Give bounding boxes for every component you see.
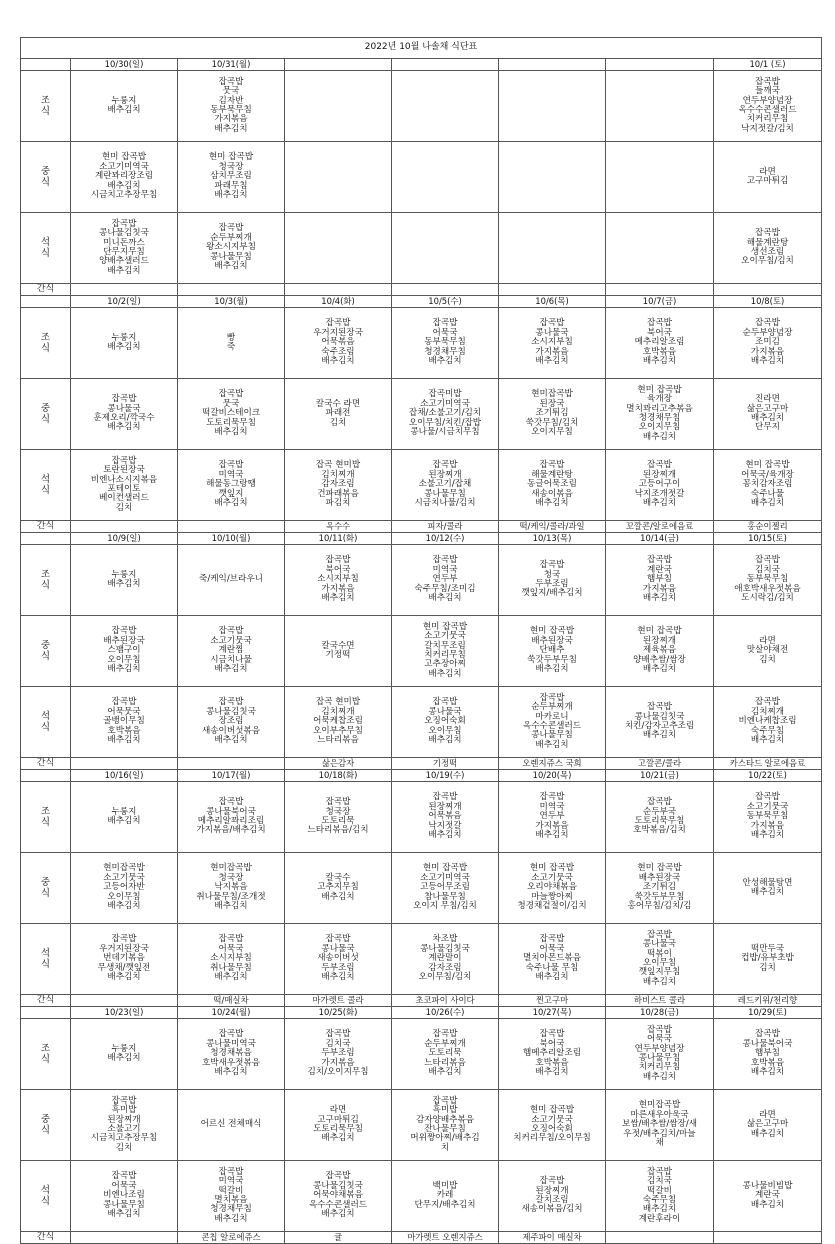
dinner-menu-cell: 잡곡밥 어묵국 멸치아몬드볶음 숙주나물 무침 배추김치 [499,924,606,995]
dinner-menu-cell: 잡곡밥 콩나물김칫국 치킨/감자고추조림 배추김치 [606,687,714,758]
date-cell: 10/13(목) [499,533,606,545]
lunch-menu-cell [285,142,392,213]
snack-cell: 삶은감자 [285,758,392,770]
lunch-row [21,853,822,924]
dinner-row [21,213,822,284]
breakfast-menu-cell: 누룽지 배추김치 [71,545,178,616]
snack-cell: 찐고구마 [499,995,606,1007]
dinner-menu-cell [606,213,714,284]
breakfast-menu-cell: 잡곡밥 된장찌개 어묵볶음 낙지젓갈 배추김치 [392,782,499,853]
snack-cell [606,1232,714,1244]
dinner-menu-cell: 잡곡밥 토란된장국 비엔나소시지볶음 포테이토 베이컨샐러드 김치 [71,450,178,521]
snack-cell: 콘칩 알로에쥬스 [178,1232,285,1244]
date-cell: 10/21(금) [606,770,714,782]
lunch-label: 중 식 [21,142,71,213]
snack-label: 간식 [21,995,71,1007]
breakfast-row [21,71,822,142]
dinner-menu-cell: 잡곡밥 김치국 떡갈비 숙주무침 배추김치 계란후라이 [606,1161,714,1232]
breakfast-menu-cell: 잡곡밥 우거지된장국 어묵볶음 숙주조림 배추김치 [285,308,392,379]
date-cell: 10/19(수) [392,770,499,782]
breakfast-menu-cell: 잡곡밥 소고기뭇국 동부묵무침 가지볶음 배추김치 [714,782,822,853]
dinner-row [21,687,822,758]
snack-cell [71,758,178,770]
breakfast-menu-cell: 잡곡밥 순두부양념장 조미김 가지볶음 배추김치 [714,308,822,379]
date-cell: 10/23(일) [71,1007,178,1019]
snack-cell [178,521,285,533]
lunch-menu-cell: 진라면 삶은고구마 배추김치 단무지 [714,379,822,450]
breakfast-menu-cell: 잡곡밥 콩나물미역국 청경채볶음 호박새우젓볶음 배추김치 [178,1019,285,1090]
lunch-menu-cell: 현미 잡곡밥 육개장 멸치꽈리고추볶음 청경채무침 오이지무침 배추김치 [606,379,714,450]
lunch-menu-cell: 현미잡곡밥 마른새우아욱국 보쌈/배추쌈/쌈장/새 우젓/배추김치/마늘 채 [606,1090,714,1161]
breakfast-menu-cell: 잡곡밥 어묵국 동부묵무침 청경채무침 배추김치 [392,308,499,379]
breakfast-menu-cell: 잡곡밥 김치국 두부조림 가지볶음 김치/오이지무침 [285,1019,392,1090]
dinner-label: 석 식 [21,924,71,995]
date-cell [392,59,499,71]
lunch-menu-cell: 잡곡밥 콩나물국 훈제오리/깍국수 배추김치 [71,379,178,450]
dinner-row [21,1161,822,1232]
dinner-menu-cell [392,213,499,284]
date-cell: 10/8(토) [714,296,822,308]
breakfast-menu-cell: 잡곡밥 청국 두부조림 깻잎지/배추김치 [499,545,606,616]
dinner-label: 석 식 [21,450,71,521]
breakfast-menu-cell: 누룽지 배추김치 [71,782,178,853]
dinner-menu-cell: 잡곡밥 어묵국 소시지부침 취나물무침 배추김치 [178,924,285,995]
breakfast-row [21,1019,822,1090]
breakfast-menu-cell: 잡곡밥 계란국 햄부침 가지볶음 배추김치 [606,545,714,616]
breakfast-label: 조 식 [21,545,71,616]
date-row-label [21,1007,71,1019]
snack-row [21,1232,822,1244]
snack-label: 간식 [21,521,71,533]
snack-cell: 레드키위/천리향 [714,995,822,1007]
snack-cell: 옥수수 [285,521,392,533]
dinner-menu-cell: 잡곡밥 된장찌개 소불고기/잡채 콩나물무침 시금치나물/김치 [392,450,499,521]
dinner-row [21,924,822,995]
date-cell: 10/28(금) [606,1007,714,1019]
lunch-row [21,379,822,450]
lunch-menu-cell: 칼국수면 기정떡 [285,616,392,687]
breakfast-menu-cell: 잡곡밥 어묵국 연두부양념장 콩나물무침 치커리무침 배추김치 [606,1019,714,1090]
lunch-label: 중 식 [21,1090,71,1161]
breakfast-menu-cell: 잡곡밥 콩나물북어국 햄부침 호박볶음 배추김치 [714,1019,822,1090]
meal-plan-body [21,38,822,1244]
snack-cell [178,284,285,296]
breakfast-menu-cell: 누룽지 배추김치 [71,1019,178,1090]
date-cell: 10/5(수) [392,296,499,308]
meal-plan-table [20,37,822,1244]
lunch-menu-cell: 잡곡밥 배추된장국 스팸구이 오이무침 배추김치 [71,616,178,687]
lunch-row [21,1090,822,1161]
date-cell: 10/26(수) [392,1007,499,1019]
lunch-menu-cell: 잡곡밥 소고기뭇국 계란찜 시금치나물 배추김치 [178,616,285,687]
snack-cell: 꼬깔콘/알로에음료 [606,521,714,533]
dinner-menu-cell: 잡곡밥 순두부찌개 왕소시지부침 콩나물무침 배추김치 [178,213,285,284]
snack-cell [71,521,178,533]
breakfast-menu-cell: 누룽지 배추김치 [71,71,178,142]
breakfast-menu-cell: 잡곡밥 북어국 소시지부침 가지볶음 배추김치 [285,545,392,616]
dinner-menu-cell [499,213,606,284]
lunch-menu-cell: 현미 잡곡밥 소고기뭇국 갈치무조림 치커리무침 고추장아찌 배추김치 [392,616,499,687]
date-row [21,59,822,71]
dinner-menu-cell: 잡곡밥 미역국 해물동그랑땡 깻잎지 배추김치 [178,450,285,521]
dinner-label: 석 식 [21,1161,71,1232]
date-cell: 10/27(목) [499,1007,606,1019]
date-cell: 10/1 (토) [714,59,822,71]
dinner-row [21,450,822,521]
breakfast-menu-cell: 잡곡밥 들깨국 연두부양념장 옥수수콘샐러드 치커리무침 낙지젓갈/김치 [714,71,822,142]
dinner-menu-cell: 잡곡밥 미역국 떡갈비 멸치볶음 청경채무침 배추김치 [178,1161,285,1232]
lunch-menu-cell: 칼국수 라면 파래전 김치 [285,379,392,450]
lunch-menu-cell [606,142,714,213]
breakfast-menu-cell [499,71,606,142]
snack-cell [178,758,285,770]
breakfast-menu-cell: 잡곡밥 김치국 동부묵무침 애호박새우젓볶음 도시락김/김치 [714,545,822,616]
dinner-menu-cell: 잡곡밥 콩나물김칫국 미니돈까스 단무지무침 양배추샐러드 배추김치 [71,213,178,284]
lunch-menu-cell: 잡곡미밥 소고기미역국 잡채/소불고기/김치 오이무침/치킨/잡밥 콩나물/시금치무침 [392,379,499,450]
lunch-menu-cell: 현미 잡곡밥 소고기미역국 고등어무조림 참나물무침 오이지 무침/김치 [392,853,499,924]
breakfast-menu-cell: 잡곡밥 순두부국 도토리묵무침 호박볶음/김치 [606,782,714,853]
date-cell: 10/14(금) [606,533,714,545]
dinner-menu-cell: 잡곡밥 콩나물국 떡볶이 오이무침 깻잎지무침 배추김치 [606,924,714,995]
breakfast-menu-cell [285,71,392,142]
snack-row [21,995,822,1007]
dinner-menu-cell: 잡곡밥 된장찌개 갈치조림 새송이볶음/김치 [499,1161,606,1232]
dinner-menu-cell: 잡곡밥 순두부찌개 마카로니 옥수수콘샐러드 콩나물무침 배추김치 [499,687,606,758]
snack-cell: 오렌지쥬스 국희 [499,758,606,770]
breakfast-menu-cell: 잡곡밥 순두부찌개 도토리묵 느타리볶음 배추김치 [392,1019,499,1090]
snack-cell: 카스타드 알로에음료 [714,758,822,770]
date-cell: 10/30(일) [71,59,178,71]
date-cell: 10/7(금) [606,296,714,308]
lunch-menu-cell: 현미 잡곡밥 소고기뭇국 오리야채볶음 마늘짱아찌 청경채겉절이/김치 [499,853,606,924]
snack-row [21,758,822,770]
lunch-menu-cell: 잡곡밥 뭇국 떡갈비스테이크 도토리묵무침 배추김치 [178,379,285,450]
snack-cell: 떡/매실차 [178,995,285,1007]
dinner-menu-cell: 잡곡밥 어묵뭇국 골뱅이무침 호박볶음 배추김치 [71,687,178,758]
snack-cell [71,995,178,1007]
snack-cell [606,284,714,296]
dinner-menu-cell [285,213,392,284]
date-cell: 10/24(월) [178,1007,285,1019]
lunch-label: 중 식 [21,853,71,924]
date-cell: 10/16(일) [71,770,178,782]
breakfast-label: 조 식 [21,782,71,853]
date-cell: 10/3(월) [178,296,285,308]
snack-cell: 고깔콘/콜라 [606,758,714,770]
dinner-menu-cell: 잡곡밥 콩나물국 오징어숙회 오이무침 배추김치 [392,687,499,758]
snack-cell: 초코파이 사이다 [392,995,499,1007]
dinner-menu-cell: 잡곡밥 콩나물김칫국 장조림 새송이버섯볶음 배추김치 [178,687,285,758]
snack-label: 간식 [21,284,71,296]
snack-cell: 홍순이젤리 [714,521,822,533]
dinner-menu-cell: 잡곡밥 콩나물김칫국 어묵야채볶음 옥수수콘샐러드 배추김치 [285,1161,392,1232]
lunch-menu-cell: 현미잡곡밥 청국장 낙지볶음 취나물무침/조개젓 배추김치 [178,853,285,924]
breakfast-menu-cell: 잡곡밥 콩나물북어국 메추리알꽈리조림 가지볶음/배추김치 [178,782,285,853]
date-cell: 10/6(목) [499,296,606,308]
snack-cell: 제주파이 매실차 [499,1232,606,1244]
date-cell [606,59,714,71]
date-cell: 10/15(토) [714,533,822,545]
dinner-menu-cell: 현미 잡곡밥 어묵국/육개장 꽁치감자조림 숙주나물 배추김치 [714,450,822,521]
dinner-menu-cell: 잡곡밥 우거지된장국 번데기볶음 무생채/깻잎전 배추김치 [71,924,178,995]
date-cell [499,59,606,71]
snack-cell: 마가렛트 오렌지쥬스 [392,1232,499,1244]
lunch-menu-cell: 현미잡곡밥 된장국 조기튀김 쑥갓무침/김치 오이지무침 [499,379,606,450]
date-cell: 10/2(일) [71,296,178,308]
snack-cell [392,284,499,296]
lunch-menu-cell [499,142,606,213]
dinner-menu-cell: 떡만두국 컵밥/유부초밥 김치 [714,924,822,995]
breakfast-menu-cell: 잡곡밥 뭇국 김자반 동부묵무침 가지볶음 배추김치 [178,71,285,142]
snack-cell: 떡/케익/콜라/과일 [499,521,606,533]
date-cell: 10/4(화) [285,296,392,308]
date-cell: 10/11(화) [285,533,392,545]
dinner-menu-cell: 잡곡밥 해물계란탕 동글어묵조림 새송이볶음 배추김치 [499,450,606,521]
snack-cell [499,284,606,296]
date-cell: 10/25(화) [285,1007,392,1019]
breakfast-menu-cell: 잡곡밥 북어국 메추리알조림 호박볶음 배추김치 [606,308,714,379]
page-title: 2022년 10월 나솔채 식단표 [21,38,822,59]
breakfast-menu-cell: 잡곡밥 미역국 연두부 가지볶음 배추김치 [499,782,606,853]
date-cell: 10/12(수) [392,533,499,545]
breakfast-row [21,308,822,379]
breakfast-label: 조 식 [21,308,71,379]
date-row-label [21,770,71,782]
lunch-menu-cell: 잡곡밥 흑미밥 된장찌개 소불고기 시금치고추장무침 김치 [71,1090,178,1161]
dinner-menu-cell: 잡곡밥 어묵국 비엔나조림 콩나물무침 배추김치 [71,1161,178,1232]
date-cell: 10/20(목) [499,770,606,782]
breakfast-label: 조 식 [21,1019,71,1090]
lunch-menu-cell: 잡곡밥 흑미밥 감자양배추볶음 잔나물무침 머위짱아찌/배추김 치 [392,1090,499,1161]
snack-cell: 피자/콜라 [392,521,499,533]
lunch-label: 중 식 [21,379,71,450]
date-cell: 10/10(월) [178,533,285,545]
breakfast-menu-cell: 빵 죽 [178,308,285,379]
breakfast-menu-cell: 잡곡밥 북어국 햄메추리알조림 호박볶음 배추김치 [499,1019,606,1090]
lunch-menu-cell [392,142,499,213]
dinner-menu-cell: 잡곡밥 해물계란탕 생선조림 오이무침/김치 [714,213,822,284]
dinner-menu-cell: 잡곡밥 된장찌개 고등어구이 낙지조개젓갈 배추김치 [606,450,714,521]
lunch-menu-cell: 현미 잡곡밥 청국장 삼치무조림 파래무침 배추김치 [178,142,285,213]
snack-row [21,521,822,533]
date-cell [285,59,392,71]
dinner-menu-cell: 콩나물비빔밥 계란국 배추김치 [714,1161,822,1232]
date-cell: 10/29(토) [714,1007,822,1019]
breakfast-menu-cell: 죽/케익/브라우니 [178,545,285,616]
breakfast-label: 조 식 [21,71,71,142]
snack-cell [71,284,178,296]
lunch-menu-cell: 라면 고구마튀김 [714,142,822,213]
lunch-menu-cell: 라면 삶은고구마 배추김치 [714,1090,822,1161]
dinner-label: 석 식 [21,213,71,284]
snack-cell [714,1232,822,1244]
lunch-menu-cell: 라면 고구마튀김 도토리묵무침 배추김치 [285,1090,392,1161]
breakfast-menu-cell: 잡곡밥 미역국 연두부 숙주무침/조미김 배추김치 [392,545,499,616]
lunch-menu-cell: 현미 잡곡밥 배추된장국 단배추 쑥갓두부무침 배추김치 [499,616,606,687]
lunch-row [21,616,822,687]
breakfast-row [21,782,822,853]
breakfast-menu-cell: 잡곡밥 콩나물국 소시지부침 가지볶음 배추김치 [499,308,606,379]
dinner-menu-cell: 백미밥 카레 단무지/배추김치 [392,1161,499,1232]
date-row-label [21,59,71,71]
lunch-menu-cell: 현미 잡곡밥 소고기미역국 계란꽈리장조림 배추김치 시금치고추장무침 [71,142,178,213]
lunch-menu-cell: 현미 잡곡밥 배추된장국 조기튀김 쑥갓두부무침 홍어무침/김치/김 [606,853,714,924]
snack-cell [714,284,822,296]
date-cell: 10/22(토) [714,770,822,782]
breakfast-menu-cell [392,71,499,142]
lunch-menu-cell: 현미잡곡밥 소고기뭇국 고등어자반 오이무침 배추김치 [71,853,178,924]
breakfast-menu-cell: 누룽지 배추김치 [71,308,178,379]
breakfast-menu-cell: 잡곡밥 청국장 도토리묵 느타리볶음/김치 [285,782,392,853]
lunch-menu-cell: 라면 맛살야채전 김치 [714,616,822,687]
snack-cell: 하비스트 콜라 [606,995,714,1007]
dinner-menu-cell: 잡곡 현미밥 김치찌개 어묵케찹조림 오이부추무침 느타리볶음 [285,687,392,758]
snack-cell: 기정떡 [392,758,499,770]
snack-row [21,284,822,296]
lunch-menu-cell: 안성해물탕면 배추김치 [714,853,822,924]
lunch-menu-cell: 현미 잡곡밥 소고기뭇국 오징어숙회 치커리무침/오이무침 [499,1090,606,1161]
date-row [21,296,822,308]
date-row-label [21,533,71,545]
snack-cell: 귤 [285,1232,392,1244]
date-cell: 10/18(화) [285,770,392,782]
dinner-menu-cell: 잡곡밥 김치찌개 비엔나케찹조림 숙주무침 배추김치 [714,687,822,758]
breakfast-row [21,545,822,616]
date-row [21,1007,822,1019]
snack-label: 간식 [21,758,71,770]
snack-cell: 마가렛트 콜라 [285,995,392,1007]
breakfast-menu-cell [606,71,714,142]
snack-cell [71,1232,178,1244]
lunch-menu-cell: 칼국수 고추지무침 배추김치 [285,853,392,924]
date-row [21,770,822,782]
date-row [21,533,822,545]
lunch-menu-cell: 현미 잡곡밥 된장찌개 제육볶음 양배추쌈/쌈장 배추김치 [606,616,714,687]
dinner-menu-cell: 차조밥 콩나물김칫국 계란말이 감자조림 오이무침/김치 [392,924,499,995]
snack-label: 간식 [21,1232,71,1244]
lunch-label: 중 식 [21,616,71,687]
lunch-menu-cell: 어르신 전체매식 [178,1090,285,1161]
dinner-menu-cell: 잡곡밥 콩나물국 새송이버섯 두부조림 배추김치 [285,924,392,995]
lunch-row [21,142,822,213]
dinner-label: 석 식 [21,687,71,758]
date-row-label [21,296,71,308]
date-cell: 10/9(일) [71,533,178,545]
snack-cell [285,284,392,296]
dinner-menu-cell: 잡곡 현미밥 김치찌개 감자조림 건파래볶음 파김치 [285,450,392,521]
date-cell: 10/17(월) [178,770,285,782]
date-cell: 10/31(월) [178,59,285,71]
